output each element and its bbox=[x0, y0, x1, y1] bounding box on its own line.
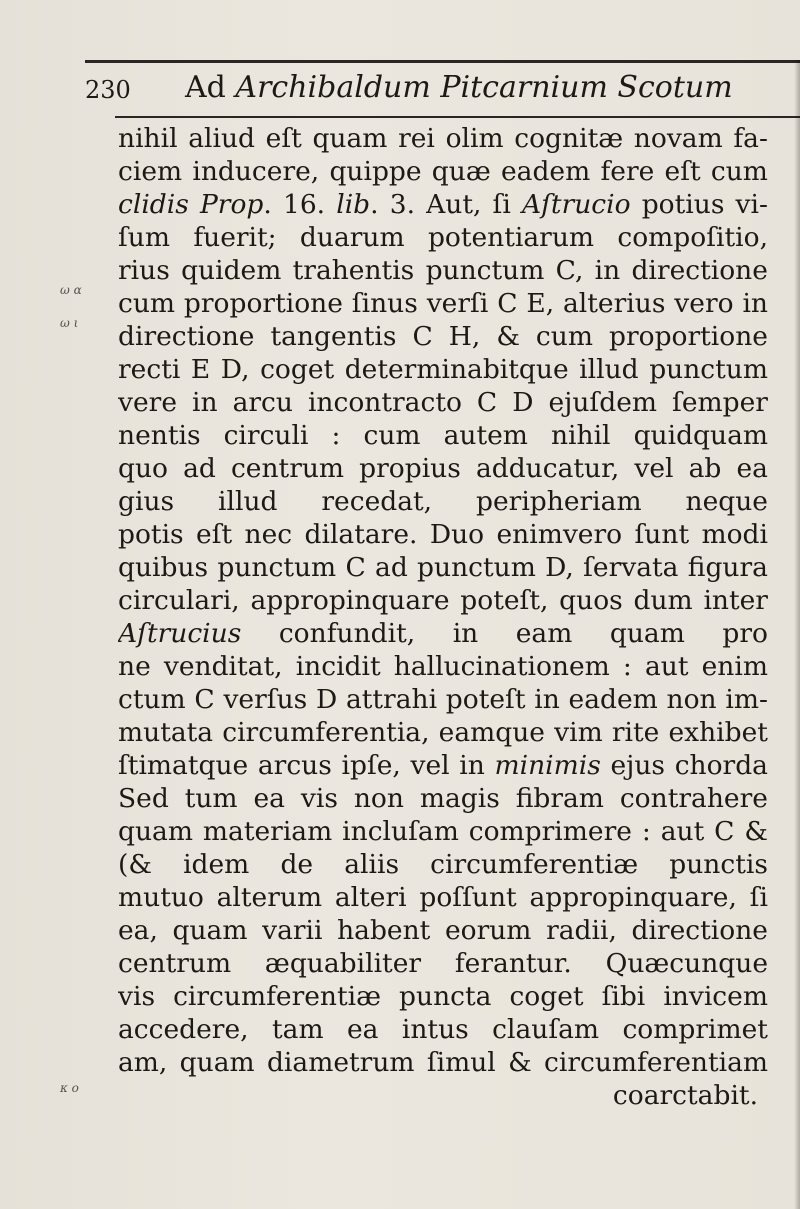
body-text bbox=[118, 122, 768, 1112]
text-line: nihil aliud eſt quam rei olim cognitæ novam fa- bbox=[118, 123, 768, 154]
text-line: ctum C verſus D attrahi poteſt in eadem non im- bbox=[118, 684, 768, 715]
margin-note: ω α bbox=[60, 283, 82, 297]
text-line: directione tangentis C H, & cum proportione bbox=[118, 321, 768, 352]
text-line: quo ad centrum propius adducatur, vel ab ea bbox=[118, 453, 768, 484]
text-line: gius illud recedat, peripheriam neque bbox=[118, 486, 768, 517]
text-line: ciem inducere, quippe quæ eadem fere eſt cum bbox=[118, 156, 768, 187]
text-line: clidis Prop. 16. lib. 3. Aut, ſi Aſtrucio potius vi- bbox=[118, 189, 768, 220]
text-line: quam materiam incluſam comprimere : aut C & bbox=[118, 816, 768, 847]
text-line: recti E D, coget determinabitque illud punctum bbox=[118, 354, 768, 385]
page-header bbox=[85, 70, 785, 114]
top-rule bbox=[85, 60, 800, 63]
text-line: Aſtrucius confundit, in eam quam pro bbox=[118, 618, 768, 649]
text-line: ne venditat, incidit hallucinationem : aut enim bbox=[118, 651, 768, 682]
text-line: (& idem de aliis circumferentiæ punctis bbox=[118, 849, 768, 880]
text-line: mutuo alterum alteri poſſunt appropinquare, ſi bbox=[118, 882, 768, 913]
text-line: cum proportione ſinus verſi C E, alterius vero in bbox=[118, 288, 768, 319]
text-line: potis eſt nec dilatare. Duo enimvero ſunt modi bbox=[118, 519, 768, 550]
running-title-prefix: Ad bbox=[185, 70, 226, 105]
header-rule bbox=[115, 116, 800, 118]
running-title bbox=[185, 70, 733, 105]
text-line: vis circumferentiæ puncta coget ſibi invicem bbox=[118, 981, 768, 1012]
running-title-italic: Archibaldum Pitcarnium Scotum bbox=[235, 70, 733, 105]
text-line: quibus punctum C ad punctum D, ſervata figura bbox=[118, 552, 768, 583]
text-line: mutata circumferentia, eamque vim rite exhibet bbox=[118, 717, 768, 748]
text-line: ſtimatque arcus ipſe, vel in minimis ejus chorda bbox=[118, 750, 768, 781]
page-number: 230 bbox=[85, 76, 131, 104]
text-line: vere in arcu incontracto C D ejuſdem ſemper bbox=[118, 387, 768, 418]
margin-note: κ ο bbox=[60, 1081, 79, 1095]
text-line: coarctabit. bbox=[612, 1080, 758, 1111]
text-line: ea, quam varii habent eorum radii, directione bbox=[118, 915, 768, 946]
page-edge-shadow bbox=[794, 60, 800, 1209]
text-line: Sed tum ea vis non magis fibram contrahere bbox=[118, 783, 768, 814]
margin-note: ω ι bbox=[60, 316, 79, 330]
text-line: rius quidem trahentis punctum C, in directione bbox=[118, 255, 768, 286]
text-line: centrum æquabiliter ferantur. Quæcunque bbox=[118, 948, 768, 979]
text-line: ſum fuerit; duarum potentiarum compoſitio, bbox=[118, 222, 768, 253]
text-line: nentis circuli : cum autem nihil quidquam bbox=[118, 420, 768, 451]
text-line: circulari, appropinquare poteſt, quos dum inter bbox=[118, 585, 768, 616]
text-line: am, quam diametrum ſimul & circumferentiam bbox=[118, 1047, 768, 1078]
text-line: accedere, tam ea intus clauſam comprimet bbox=[118, 1014, 768, 1045]
